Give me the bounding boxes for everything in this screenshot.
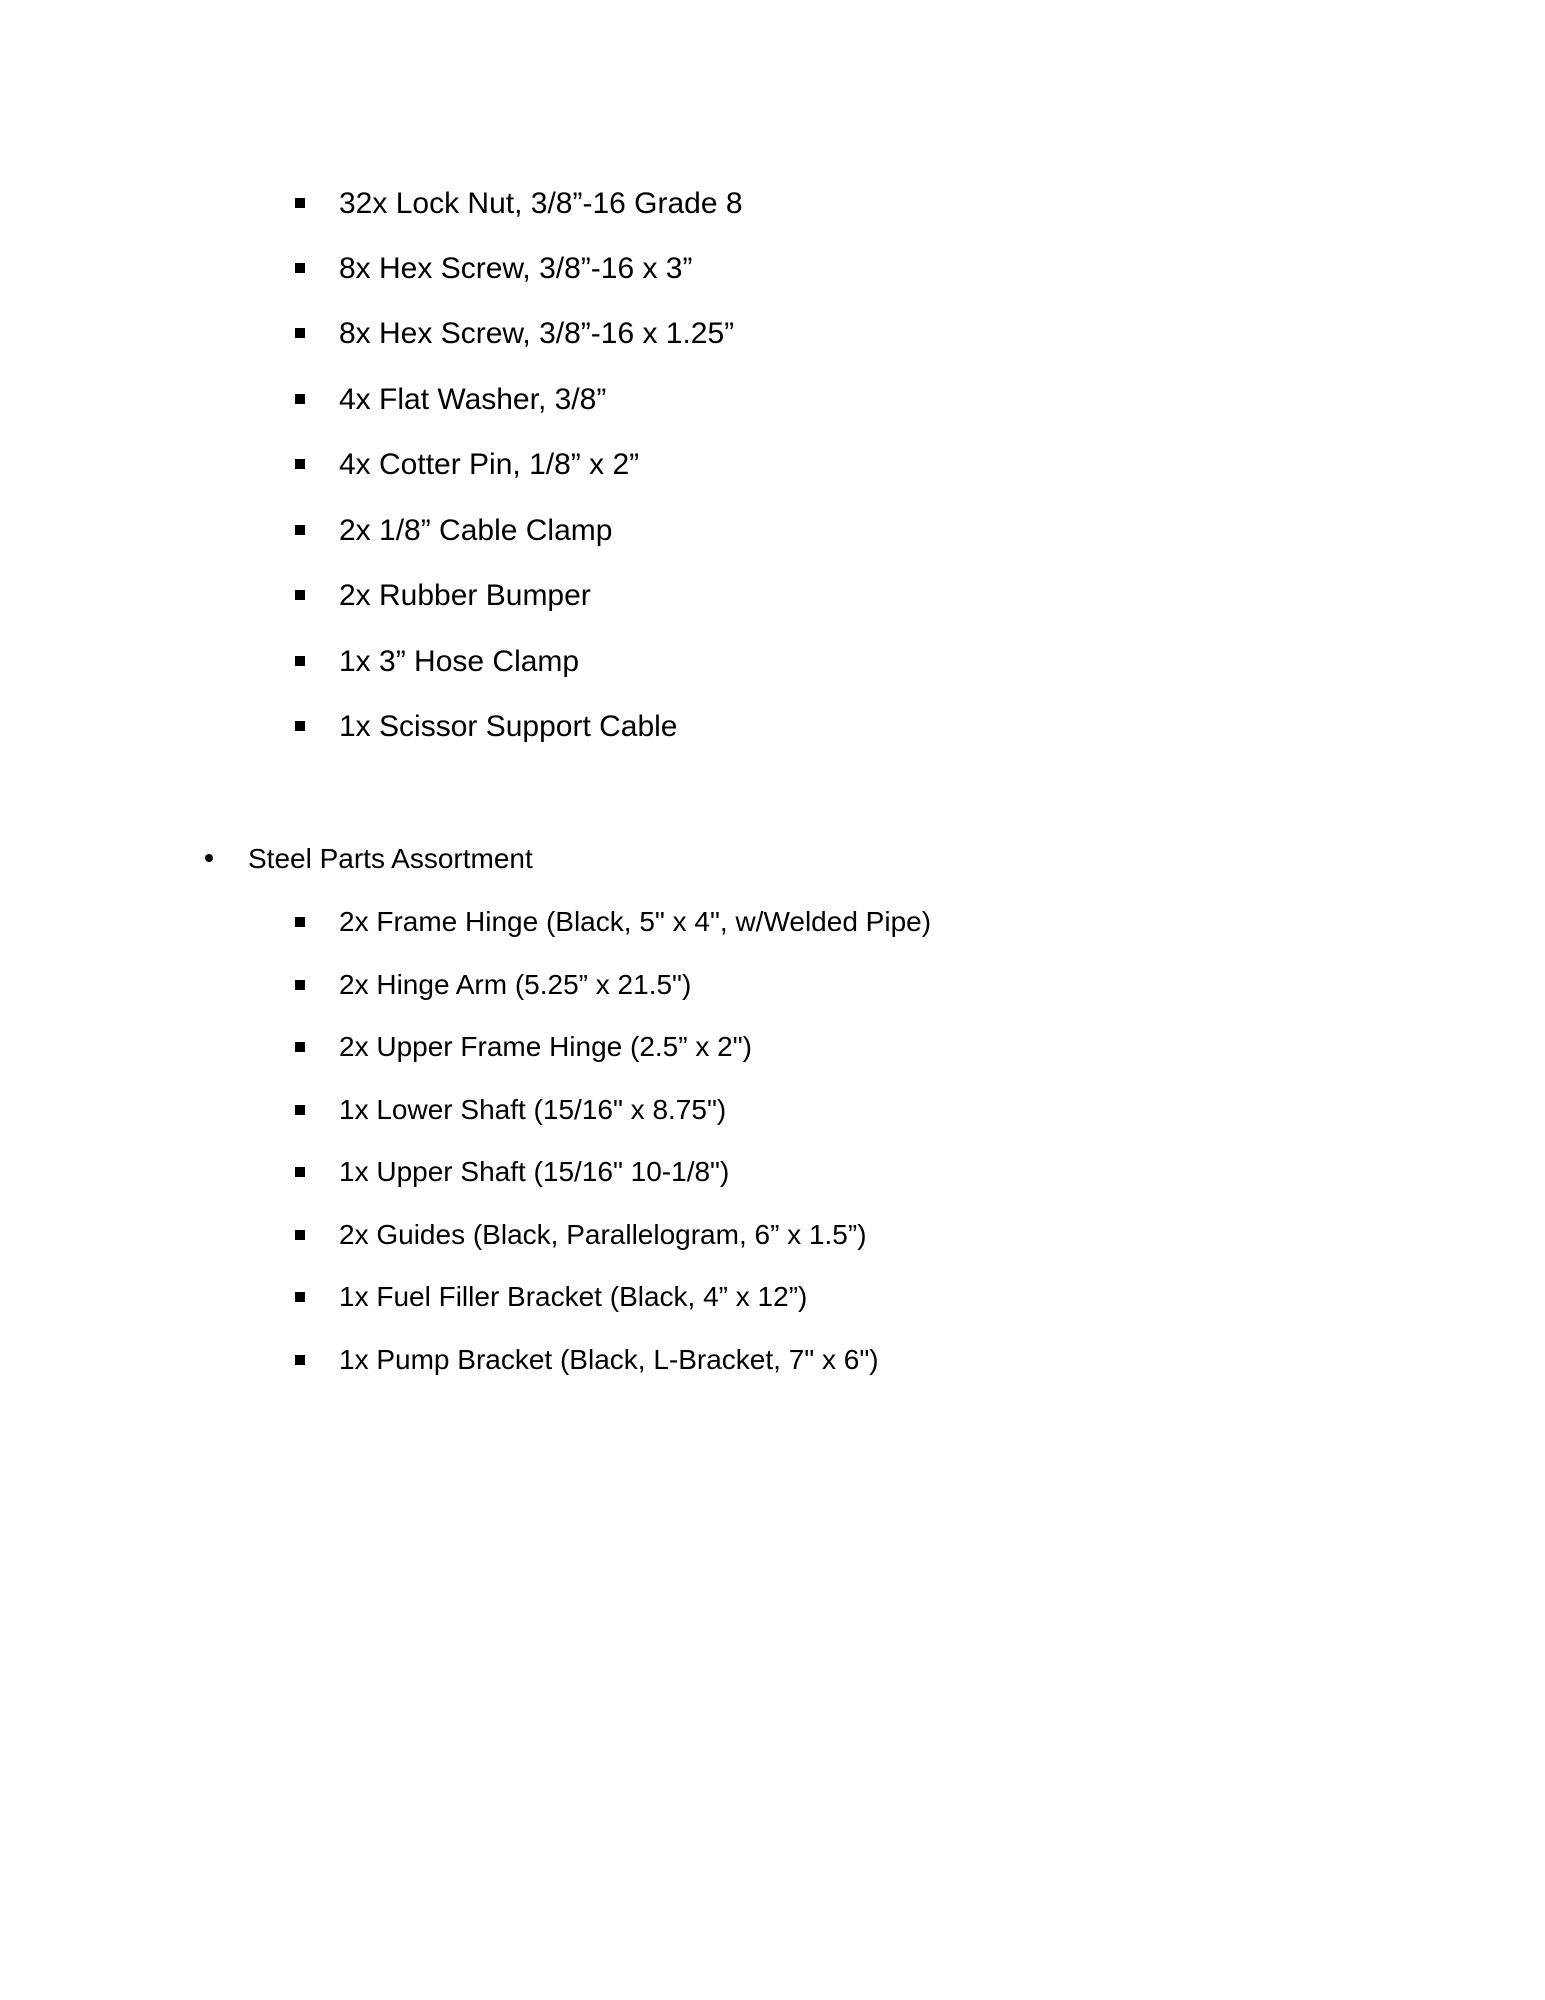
square-bullet-icon <box>295 1042 305 1052</box>
list-item-text: 1x Upper Shaft (15/16" 10-1/8") <box>339 1156 730 1187</box>
list-item-text: 1x Scissor Support Cable <box>339 710 678 743</box>
list-item-text: 1x Lower Shaft (15/16" x 8.75") <box>339 1094 727 1125</box>
list-item-text: 8x Hex Screw, 3/8”-16 x 1.25” <box>339 317 735 350</box>
square-bullet-icon <box>295 263 305 273</box>
list-item-text: 2x Guides (Black, Parallelogram, 6” x 1.5”) <box>339 1219 867 1250</box>
square-bullet-icon <box>295 656 305 666</box>
list-item-text: 2x Rubber Bumper <box>339 579 591 612</box>
list-item-text: 32x Lock Nut, 3/8”-16 Grade 8 <box>339 187 743 220</box>
square-bullet-icon <box>295 394 305 404</box>
section-heading-text: Steel Parts Assortment <box>248 843 533 874</box>
list-item-text: 2x Frame Hinge (Black, 5" x 4", w/Welded Pipe) <box>339 906 932 937</box>
square-bullet-icon <box>295 1230 305 1240</box>
square-bullet-icon <box>295 1167 305 1177</box>
list-item-text: 1x Pump Bracket (Black, L-Bracket, 7" x 6") <box>339 1344 879 1375</box>
list-item-text: 4x Cotter Pin, 1/8” x 2” <box>339 448 640 481</box>
square-bullet-icon <box>295 917 305 927</box>
square-bullet-icon <box>295 1292 305 1302</box>
list-item-text: 2x 1/8” Cable Clamp <box>339 514 613 547</box>
list-item-text: 8x Hex Screw, 3/8”-16 x 3” <box>339 252 693 285</box>
round-bullet-icon <box>205 854 213 862</box>
square-bullet-icon <box>295 525 305 535</box>
square-bullet-icon <box>295 721 305 731</box>
square-bullet-icon <box>295 198 305 208</box>
list-item-text: 2x Hinge Arm (5.25” x 21.5") <box>339 969 692 1000</box>
list-item-text: 4x Flat Washer, 3/8” <box>339 383 607 416</box>
square-bullet-icon <box>295 328 305 338</box>
list-item-text: 1x 3” Hose Clamp <box>339 645 580 678</box>
list-item-text: 1x Fuel Filler Bracket (Black, 4” x 12”) <box>339 1281 808 1312</box>
square-bullet-icon <box>295 1105 305 1115</box>
list-item-text: 2x Upper Frame Hinge (2.5” x 2") <box>339 1031 752 1062</box>
square-bullet-icon <box>295 980 305 990</box>
square-bullet-icon <box>295 590 305 600</box>
square-bullet-icon <box>295 459 305 469</box>
square-bullet-icon <box>295 1355 305 1365</box>
